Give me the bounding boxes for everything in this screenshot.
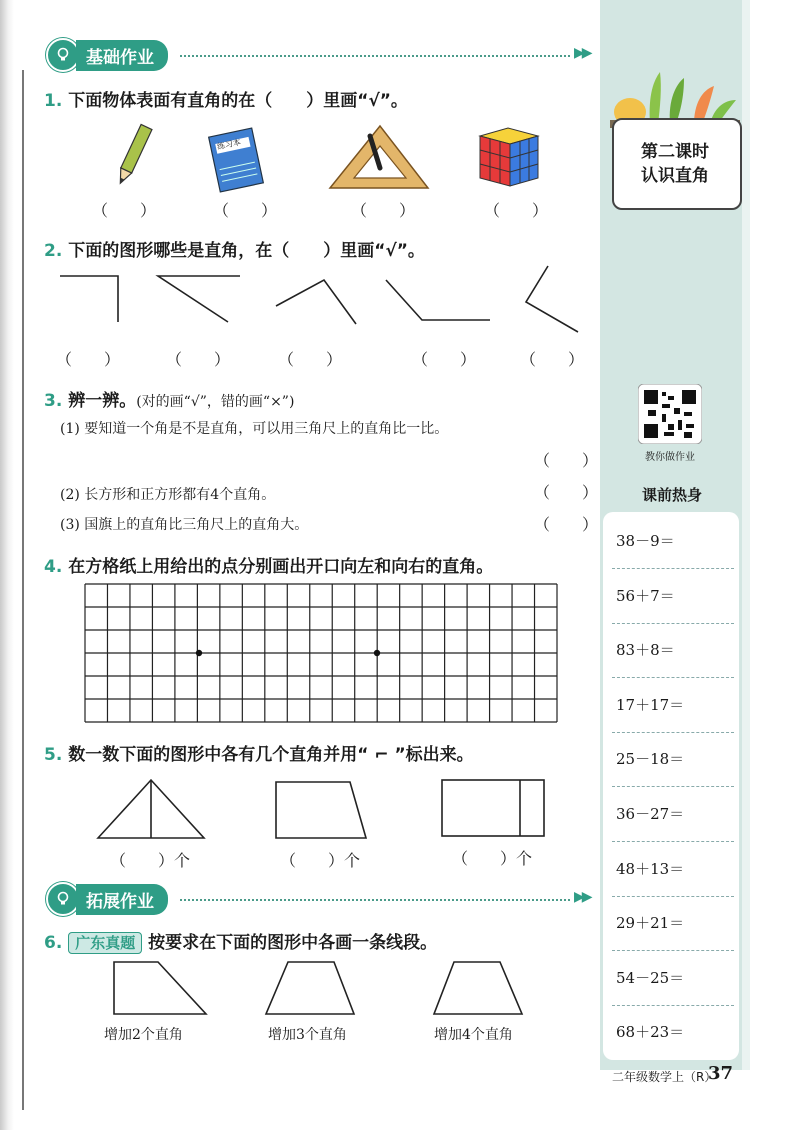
warmup-divider [612,623,734,624]
warmup-divider [612,841,734,842]
q3-hint: (对的画“√”，错的画“×”) [136,394,295,410]
q2-angle-2 [158,276,240,322]
q6-caption-3: 增加4个直角 [434,1027,513,1043]
extend-section-label: 拓展作业 [76,884,168,915]
lesson-title [612,140,738,188]
q5-number: 5. [44,745,63,765]
q2-blank-4[interactable]: （ ） [412,350,477,369]
q5-rectangle [442,780,544,836]
sidebar-edge [742,0,750,1070]
q4-dot-right [374,650,380,656]
warmup-divider [612,950,734,951]
cube-icon [474,122,544,190]
q2-blank-2[interactable]: （ ） [166,350,231,369]
q2-angle-4 [386,280,490,320]
q3-item-1: (1) 要知道一个角是不是直角，可以用三角尺上的直角比一比。 [60,421,449,437]
q2-blank-5[interactable]: （ ） [520,350,585,369]
q6-number: 6. [44,933,63,953]
q2-text: 下面的图形哪些是直角，在（ ）里画“√”。 [68,241,425,261]
warmup-equation[interactable]: 56＋7＝ [616,586,675,605]
q3-item-3: (3) 国旗上的直角比三角尺上的直角大。 [60,517,309,533]
extend-section-badge [46,884,168,914]
q6-text: 按要求在下面的图形中各画一条线段。 [148,933,438,953]
warmup-equation[interactable]: 38－9＝ [616,532,675,550]
q2-blank-1[interactable]: （ ） [56,350,121,369]
q4-title [44,552,493,577]
warmup-divider [612,1005,734,1006]
warmup-equation[interactable]: 48＋13＝ [616,859,685,878]
q6-tag: 广东真题 [68,932,142,954]
pencil-icon [108,120,158,192]
q1-blank-1[interactable]: （ ） [92,201,157,220]
q6-shape-2 [266,962,354,1014]
q2-angle-1 [60,276,118,322]
warmup-equation[interactable]: 17＋17＝ [616,695,685,714]
q3-title [44,386,294,411]
q4-number: 4. [44,557,63,577]
q3-blank-3[interactable]: （ ） [534,515,599,534]
page-edge-shadow [0,0,14,1130]
q2-angle-figures [40,262,590,340]
warmup-divider [612,568,734,569]
q1-blank-2[interactable]: （ ） [213,201,278,220]
q5-answer-1[interactable]: （ ）个 [110,851,191,870]
q1-title [44,86,408,111]
warmup-divider [612,677,734,678]
q2-title [44,236,425,261]
double-arrow-icon: ▶▶ [574,889,590,905]
double-arrow-icon: ▶▶ [574,45,590,61]
warmup-equation[interactable]: 36－27＝ [616,805,685,823]
warmup-equation[interactable]: 68＋23＝ [616,1023,685,1042]
q1-blank-4[interactable]: （ ） [484,201,549,220]
warmup-title: 课前热身 [641,486,702,504]
q3-blank-1[interactable]: （ ） [534,451,599,470]
q4-dot-left [196,650,202,656]
q6-shape-3 [434,962,522,1014]
q2-angle-3 [276,280,356,324]
q6-shape-1 [114,962,206,1014]
q5-text: 数一数下面的图形中各有几个直角并用“ ⌐ ”标出来。 [68,745,474,765]
q5-answer-3[interactable]: （ ）个 [452,849,533,868]
page-spine-line [22,70,24,1110]
q6-caption-1: 增加2个直角 [104,1027,183,1043]
lightbulb-icon [46,38,80,72]
q3-text: 辨一辨。 [68,391,137,411]
q6-caption-2: 增加3个直角 [268,1027,347,1043]
q6-title [44,928,437,953]
lightbulb-icon [46,882,80,916]
q3-number: 3. [44,391,63,411]
warmup-equation[interactable]: 25－18＝ [616,750,685,769]
q2-number: 2. [44,241,63,261]
notebook-label: 练习本 [216,137,242,152]
warmup-equation[interactable]: 54－25＝ [616,968,685,987]
q1-blank-3[interactable]: （ ） [351,201,416,220]
q5-trapezoid [276,782,366,838]
warmup-divider [612,786,734,787]
q1-text: 下面物体表面有直角的在（ ）里画“√”。 [68,91,408,111]
set-square-icon [326,122,432,192]
warmup-divider [612,732,734,733]
basic-section-divider [180,55,570,57]
lesson-line-2: 认识直角 [641,166,709,186]
qr-code-icon[interactable] [638,384,702,444]
qr-caption: 教你做作业 [645,452,695,463]
lesson-line-1: 第二课时 [641,142,709,162]
q5-title [44,740,474,765]
warmup-divider [612,896,734,897]
q4-grid-paper[interactable] [84,583,559,723]
q2-angle-5 [526,266,578,332]
q3-blank-2[interactable]: （ ） [534,483,599,502]
page-number: 37 [708,1063,734,1084]
q5-answer-2[interactable]: （ ）个 [280,851,361,870]
warmup-equation[interactable]: 83＋8＝ [616,641,675,660]
footer-book-title: 二年级数学上（R） [612,1070,717,1084]
q2-blank-3[interactable]: （ ） [278,350,343,369]
extend-section-divider [180,899,570,901]
q1-number: 1. [44,91,63,111]
q3-item-2: (2) 长方形和正方形都有4个直角。 [60,487,276,503]
basic-section-badge [46,40,168,70]
q6-figures [108,958,558,1018]
warmup-equation[interactable]: 29＋21＝ [616,914,685,933]
basic-section-label: 基础作业 [76,40,168,71]
q4-text: 在方格纸上用给出的点分别画出开口向左和向右的直角。 [68,557,494,577]
q5-figures [96,776,556,842]
